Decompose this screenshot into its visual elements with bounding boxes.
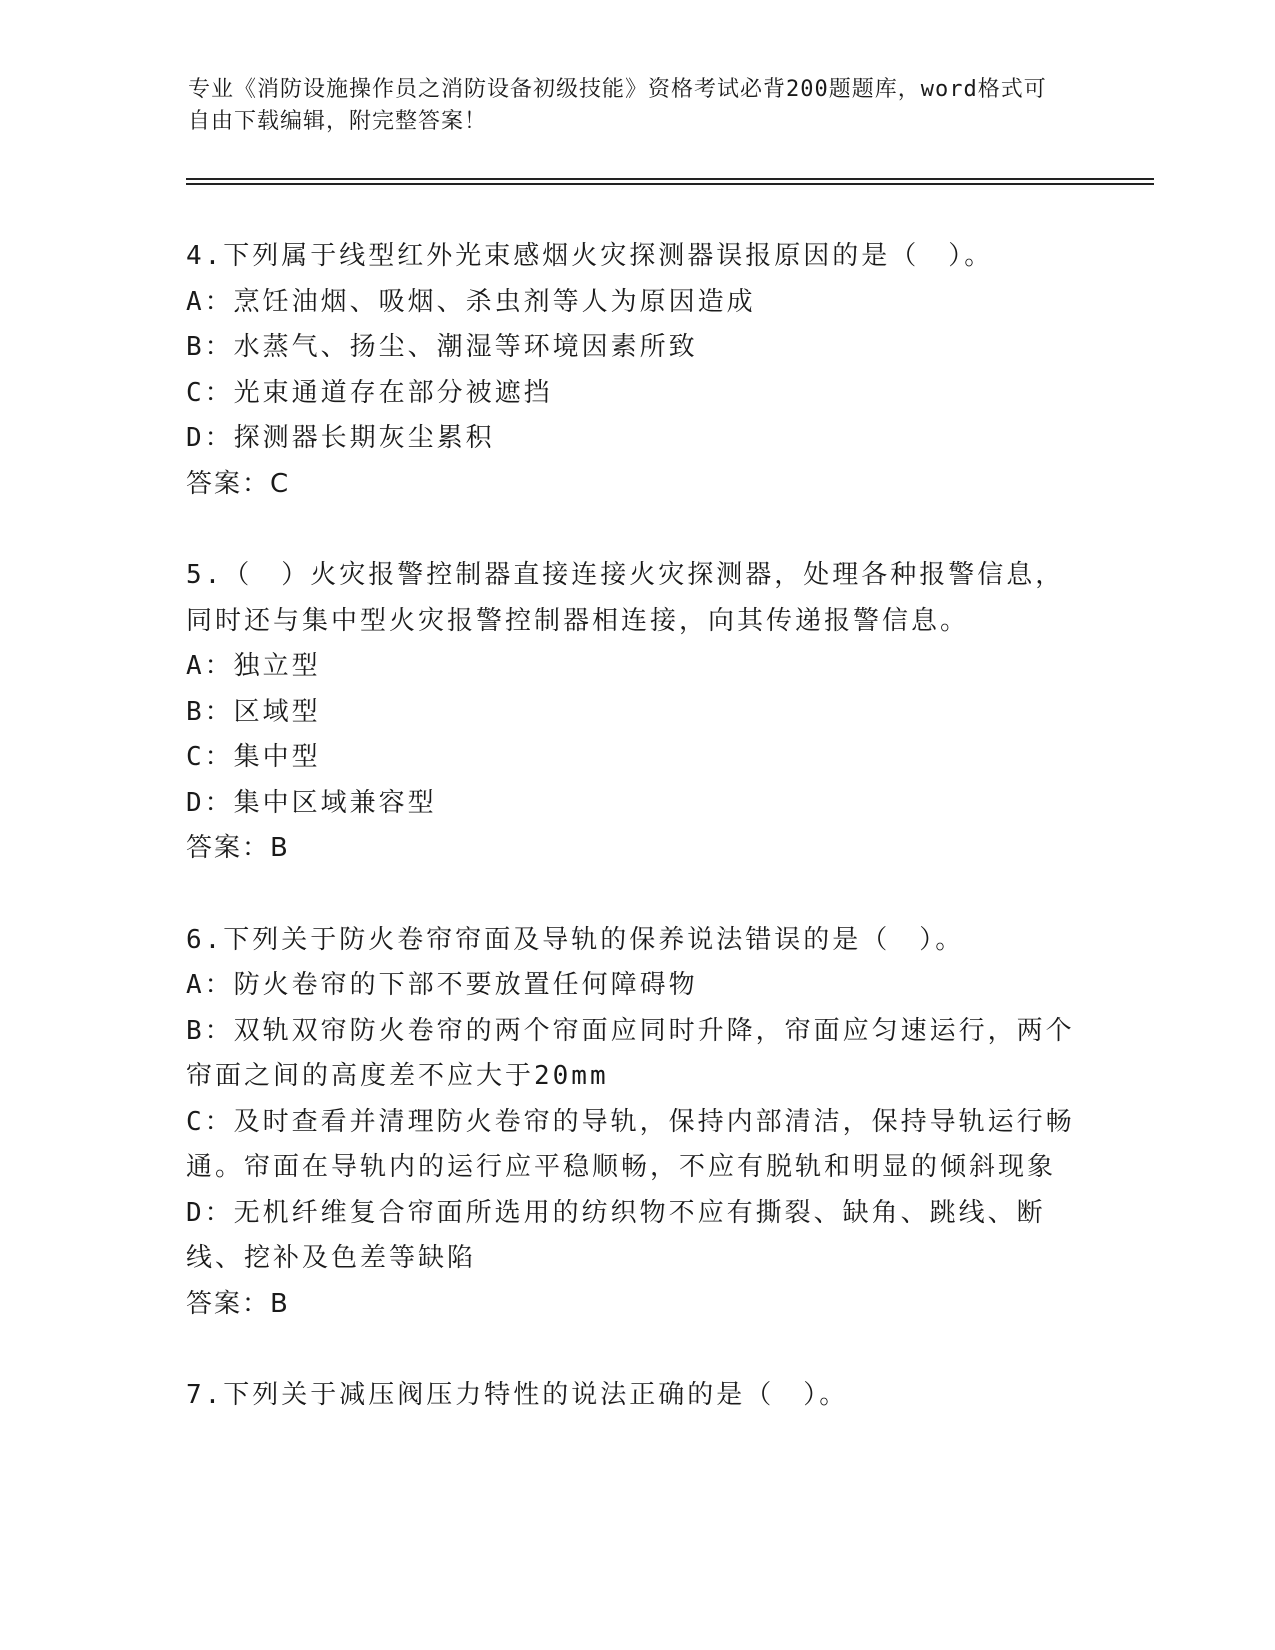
option-d: D：无机纤维复合帘面所选用的纺织物不应有撕裂、缺角、跳线、断线、挖补及色差等缺陷 xyxy=(186,1197,1046,1273)
option-a: A：烹饪油烟、吸烟、杀虫剂等人为原因造成 xyxy=(186,286,756,317)
option-b: B：区域型 xyxy=(186,696,321,727)
question-text: 4.下列属于线型红外光束感烟火灾探测器误报原因的是（ ）。 xyxy=(186,241,994,271)
answer: 答案：C xyxy=(186,468,291,499)
question-7 xyxy=(186,1373,1086,1419)
question-text: 5.（ ）火灾报警控制器直接连接火灾探测器，处理各种报警信息，同时还与集中型火灾报警控制器相连接，向其传递报警信息。 xyxy=(186,560,1065,636)
option-c: C：集中型 xyxy=(186,742,321,772)
question-6 xyxy=(186,918,1086,1328)
question-text: 6.下列关于防火卷帘帘面及导轨的保养说法错误的是（ ）。 xyxy=(186,924,965,955)
option-a: A：防火卷帘的下部不要放置任何障碍物 xyxy=(186,970,698,1000)
option-c: C：光束通道存在部分被遮挡 xyxy=(186,377,553,408)
answer: 答案：B xyxy=(186,833,290,863)
question-text: 7.下列关于减压阀压力特性的说法正确的是（ ）。 xyxy=(186,1380,849,1410)
question-list xyxy=(186,234,1086,1465)
option-c: C：及时查看并清理防火卷帘的导轨，保持内部清洁，保持导轨运行畅通。帘面在导轨内的运行应平稳顺畅，不应有脱轨和明显的倾斜现象 xyxy=(186,1106,1075,1182)
option-d: D：探测器长期灰尘累积 xyxy=(186,423,495,453)
header-text: 专业《消防设施操作员之消防设备初级技能》资格考试必背200题题库，word格式可自由下载编辑，附完整答案！ xyxy=(188,77,1047,134)
option-a: A：独立型 xyxy=(186,651,321,681)
option-b: B：水蒸气、扬尘、潮湿等环境因素所致 xyxy=(186,332,698,362)
option-d: D：集中区域兼容型 xyxy=(186,787,437,818)
answer: 答案：B xyxy=(186,1288,290,1319)
option-b: B：双轨双帘防火卷帘的两个帘面应同时升降，帘面应匀速运行，两个帘面之间的高度差不应大于20mm xyxy=(186,1015,1075,1091)
header-divider-bottom xyxy=(186,183,1154,185)
question-5 xyxy=(186,553,1086,872)
document-header xyxy=(188,74,1068,138)
header-divider-top xyxy=(186,178,1154,180)
question-4 xyxy=(186,234,1086,507)
